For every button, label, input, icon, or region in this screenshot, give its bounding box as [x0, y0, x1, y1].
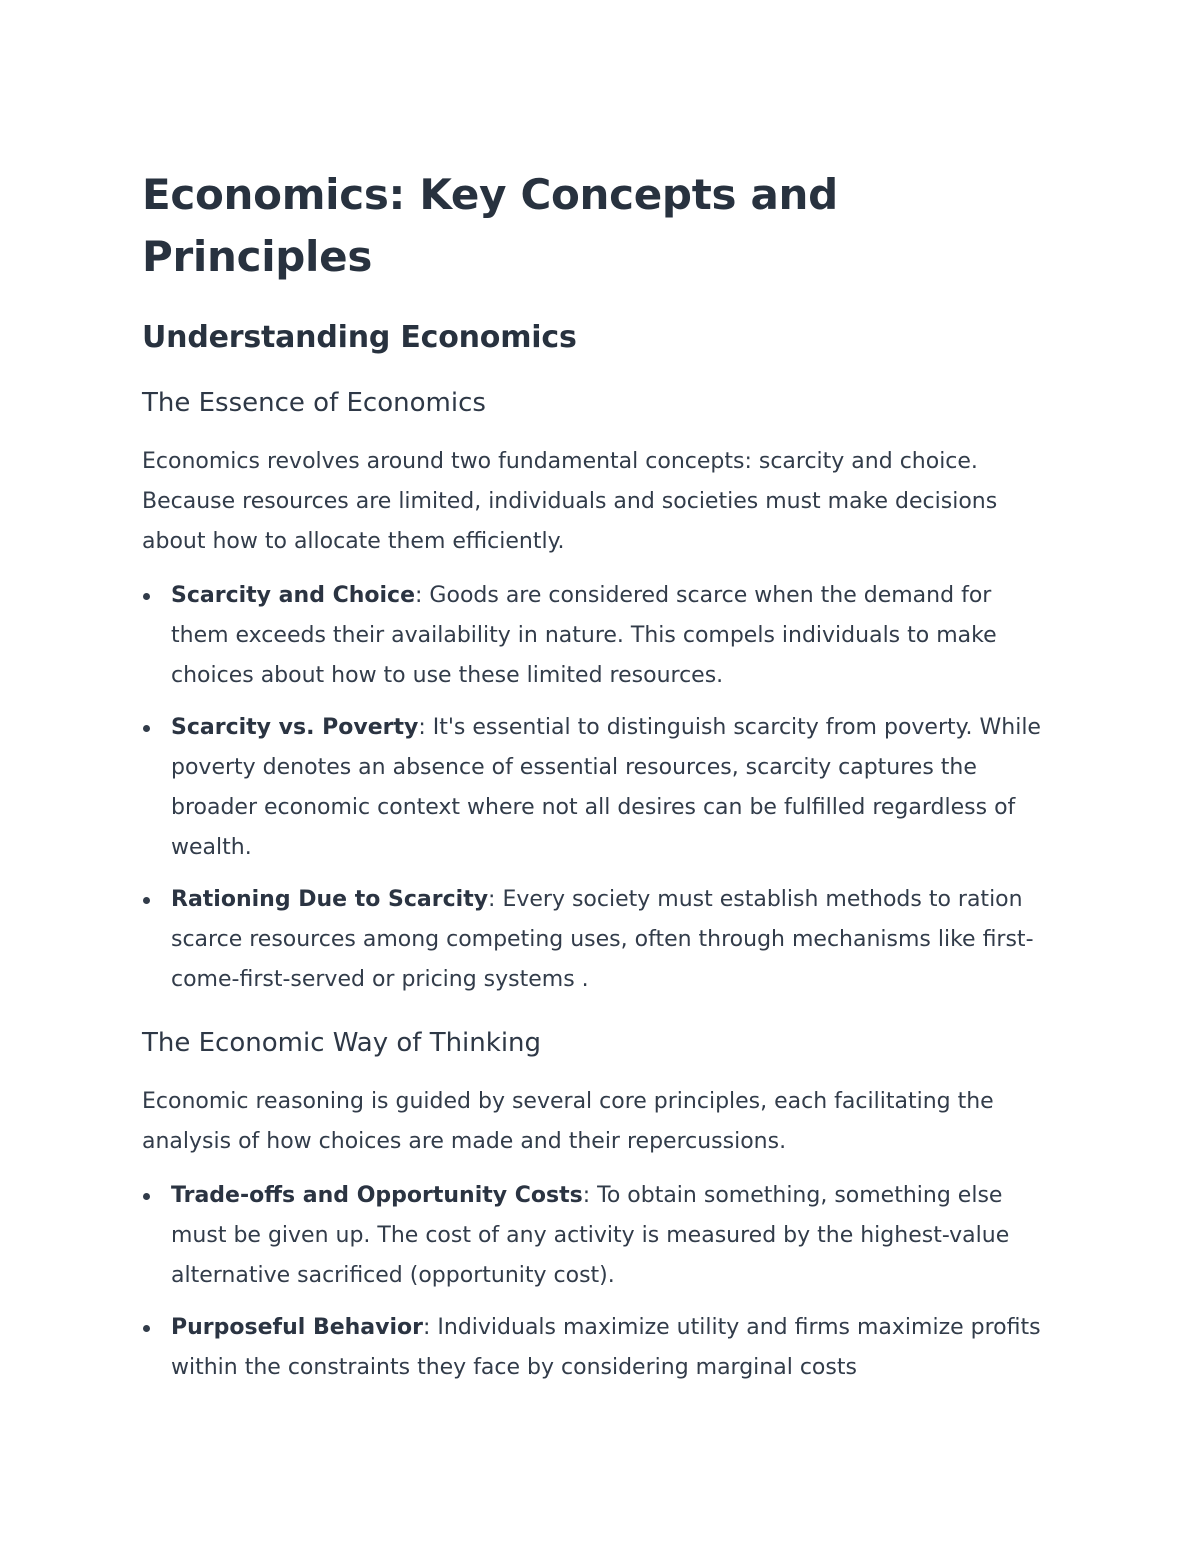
bullet-icon — [143, 897, 150, 904]
bullet-icon — [143, 593, 150, 600]
list-item-text: : Individuals maximize utility and firms maximize profits within the constraints they face by considering marginal costs — [171, 1315, 1041, 1380]
list-item-term: Rationing Due to Scarcity — [171, 887, 489, 912]
economic-way-bullet-list — [142, 1176, 1082, 1388]
list-item — [142, 880, 1051, 1000]
document-title: Economics: Key Concepts and Principles — [142, 170, 838, 281]
list-item-text: : Goods are considered scarce when the demand for them exceeds their availability in nature. This compels individuals to make choices about how to use these limited resources. — [171, 583, 997, 688]
subsection-heading-essence: The Essence of Economics — [142, 388, 486, 418]
list-item-term: Scarcity and Choice — [171, 583, 416, 608]
essence-intro-paragraph: Economics revolves around two fundamental concepts: scarcity and choice. Because resources are limited, individuals and societies must make decisions about how to allocate them efficiently. — [142, 449, 998, 554]
list-item — [142, 1308, 1051, 1388]
list-item-text: : Every society must establish methods to ration scarce resources among competing uses, often through mechanisms like first-come-first-served or pricing systems . — [171, 887, 1034, 992]
bullet-icon — [143, 1193, 150, 1200]
bullet-icon — [143, 725, 150, 732]
list-item-term: Trade-offs and Opportunity Costs — [171, 1183, 583, 1208]
list-item — [142, 576, 1051, 696]
list-item-text: : It's essential to distinguish scarcity from poverty. While poverty denotes an absence of essential resources, scarcity captures the broader economic context where not all desires can be fulfilled regardless of wealth. — [171, 715, 1041, 860]
list-item-term: Scarcity vs. Poverty — [171, 715, 419, 740]
list-item-term: Purposeful Behavior — [171, 1315, 423, 1340]
document-page — [142, 164, 1082, 1400]
subsection-heading-economic-way: The Economic Way of Thinking — [142, 1028, 542, 1058]
list-item — [142, 708, 1051, 868]
economic-way-intro-paragraph: Economic reasoning is guided by several core principles, each facilitating the analysis of how choices are made and their repercussions. — [142, 1089, 994, 1154]
list-item-text: : To obtain something, something else must be given up. The cost of any activity is measured by the highest-value alternative sacrificed (opportunity cost). — [171, 1183, 1010, 1288]
section-heading-understanding-economics: Understanding Economics — [142, 320, 577, 355]
bullet-icon — [143, 1325, 150, 1332]
essence-bullet-list — [142, 576, 1082, 1000]
list-item — [142, 1176, 1051, 1296]
